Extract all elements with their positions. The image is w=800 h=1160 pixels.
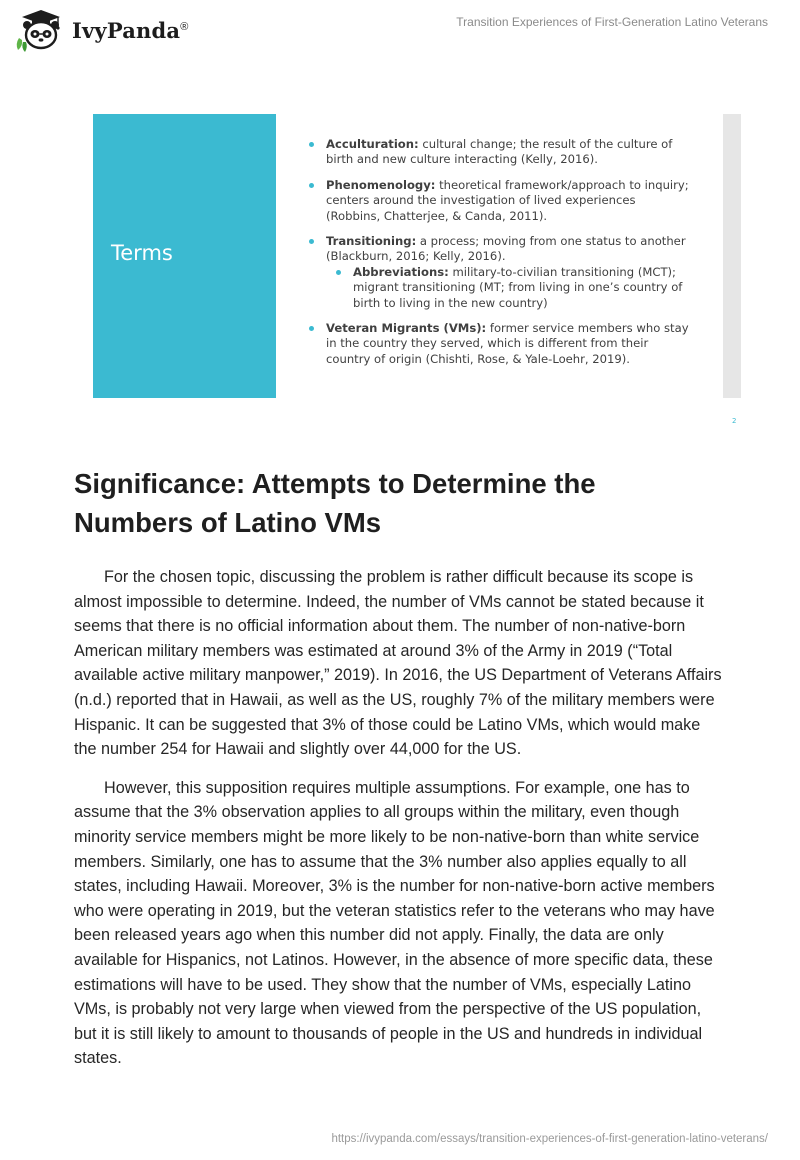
term-label: Phenomenology:	[326, 177, 436, 192]
sub-list-item	[326, 265, 689, 311]
terms-list	[309, 137, 689, 377]
panda-logo-icon	[14, 8, 68, 52]
list-item	[309, 234, 689, 311]
ivypanda-logo[interactable]	[14, 8, 189, 52]
section-heading: Significance: Attempts to Determine the Numbers of Latino VMs	[74, 468, 596, 538]
list-item	[309, 137, 689, 168]
bullet-icon	[309, 142, 314, 147]
slide-heading: Terms	[111, 241, 173, 265]
term-definition: military-to-civilian transitioning (MCT); migrant transitioning (MT; from living in one’s country of birth to living in the new country)	[353, 264, 683, 310]
registered-mark: ®	[180, 20, 189, 33]
slide-title-panel	[93, 114, 276, 398]
source-url-link[interactable]: https://ivypanda.com/essays/transition-experiences-of-first-generation-latino-veterans/	[331, 1133, 768, 1145]
bullet-icon	[309, 183, 314, 188]
document-title: Transition Experiences of First-Generation Latino Veterans	[456, 15, 768, 29]
term-label: Veteran Migrants (VMs):	[326, 321, 487, 336]
paragraph: For the chosen topic, discussing the problem is rather difficult because its scope is almost impossible to determine. Indeed, the number of VMs cannot be stated because it seems that there is no official information about them. The number of non-native-born American military members was estimated at around 3% of the Army in 2019 (“Total available active military manpower,” 2019). In 2016, the US Department of Veterans Affairs (n.d.) reported that in Hawaii, as well as the US, roughly 7% of the military members were Hispanic. It can be suggested that 3% of those could be Latino VMs, which would make the number 254 for Hawaii and slightly over 44,000 for the US.	[74, 568, 722, 759]
term-definition: former service members who stay in the country they served, which is different from their country of origin (Chishti, Rose, & Yale-Loehr, 2019).	[326, 321, 689, 366]
bullet-icon	[309, 239, 314, 244]
list-item	[309, 321, 689, 367]
logo-text: IvyPanda	[72, 17, 181, 43]
bullet-icon	[309, 326, 314, 331]
sub-list	[326, 265, 689, 311]
slide-page-number: 2	[732, 417, 737, 425]
term-label: Abbreviations:	[353, 264, 449, 279]
list-item	[309, 178, 689, 224]
term-label: Transitioning:	[326, 234, 417, 249]
paragraph: However, this supposition requires multiple assumptions. For example, one has to assume that the 3% observation applies to all groups within the military, even though minority service members might be more likely to be non-native-born than white service members. Similarly, one has to assume that the 3% number also applies equally to all states, including Hawaii. Moreover, 3% is the number for non-native-born active members who were operating in 2019, but the veteran statistics refer to the veterans who may have been released years ago when this number did not apply. Finally, the data are only available for Hispanics, not Latinos. However, in the absence of more specific data, these estimations will have to be used. They show that the number of VMs, especially Latino VMs, is probably not very large when viewed from the perspective of the US population, but it is still likely to amount to thousands of people in the US and hundreds in individual states.	[74, 778, 715, 1068]
page-header	[0, 0, 800, 70]
terms-slide	[93, 114, 741, 398]
article-body	[74, 565, 726, 1085]
term-definition: theoretical framework/approach to inquiry; centers around the investigation of lived experiences (Robbins, Chatterjee, & Canda, 2011).	[326, 177, 689, 223]
slide-scroll-strip	[723, 114, 741, 398]
term-definition: a process; moving from one status to another (Blackburn, 2016; Kelly, 2016).	[326, 234, 686, 264]
term-definition: cultural change; the result of the culture of birth and new culture interacting (Kelly, 2016).	[326, 137, 673, 167]
term-label: Acculturation:	[326, 137, 419, 151]
bullet-icon	[336, 270, 341, 275]
